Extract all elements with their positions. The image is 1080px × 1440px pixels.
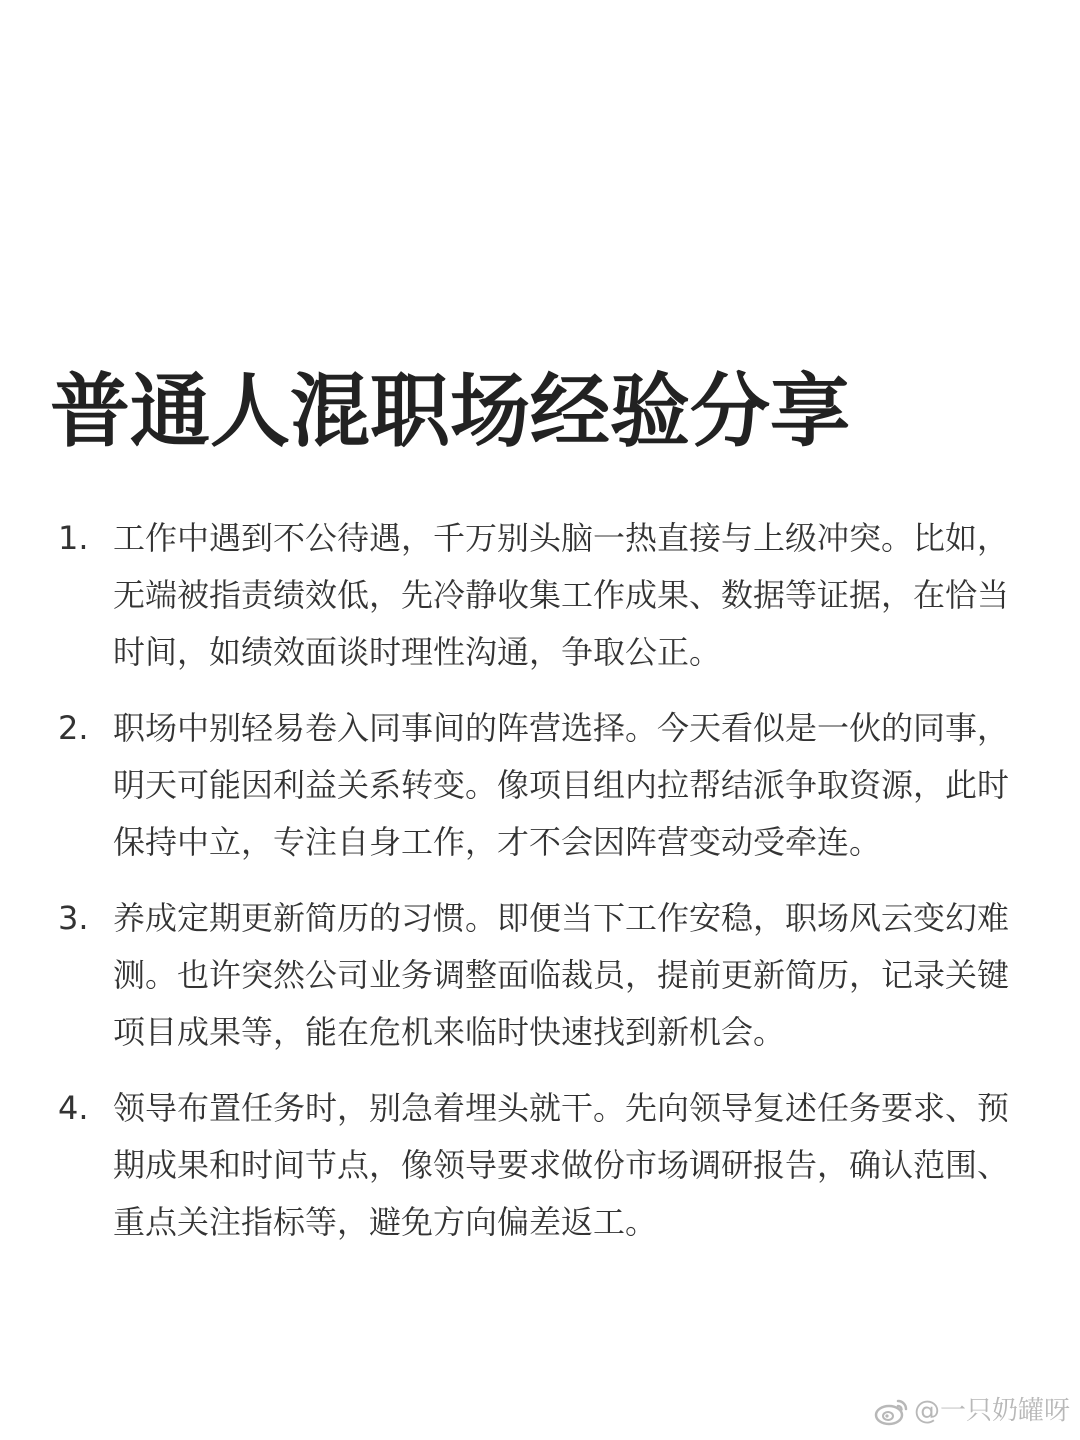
list-item-text: 工作中遇到不公待遇，千万别头脑一热直接与上级冲突。比如，无端被指责绩效低，先冷静收集工作成果、数据等证据，在恰当时间，如绩效面谈时理性沟通，争取公正。	[113, 519, 1010, 671]
page-title: 普通人混职场经验分享	[50, 365, 850, 458]
list-item-number: 4.	[58, 1089, 89, 1127]
list-item-text: 养成定期更新简历的习惯。即便当下工作安稳，职场风云变幻难测。也许突然公司业务调整面临裁员，提前更新简历，记录关键项目成果等，能在危机来临时快速找到新机会。	[113, 899, 1010, 1051]
list-item-number: 2.	[58, 709, 89, 747]
watermark-text: @一只奶罐呀	[913, 1396, 1070, 1426]
tips-list	[58, 510, 1018, 1270]
weibo-icon	[874, 1396, 910, 1426]
list-item	[58, 1080, 1018, 1251]
list-item-number: 3.	[58, 899, 89, 937]
list-item-text: 职场中别轻易卷入同事间的阵营选择。今天看似是一伙的同事，明天可能因利益关系转变。像项目组内拉帮结派争取资源，此时保持中立，专注自身工作，才不会因阵营变动受牵连。	[113, 709, 1010, 861]
list-item-text: 领导布置任务时，别急着埋头就干。先向领导复述任务要求、预期成果和时间节点，像领导要求做份市场调研报告，确认范围、重点关注指标等，避免方向偏差返工。	[113, 1089, 1010, 1241]
list-item	[58, 700, 1018, 871]
watermark	[874, 1396, 1070, 1426]
list-item	[58, 890, 1018, 1061]
list-item-number: 1.	[58, 519, 89, 557]
list-item	[58, 510, 1018, 681]
